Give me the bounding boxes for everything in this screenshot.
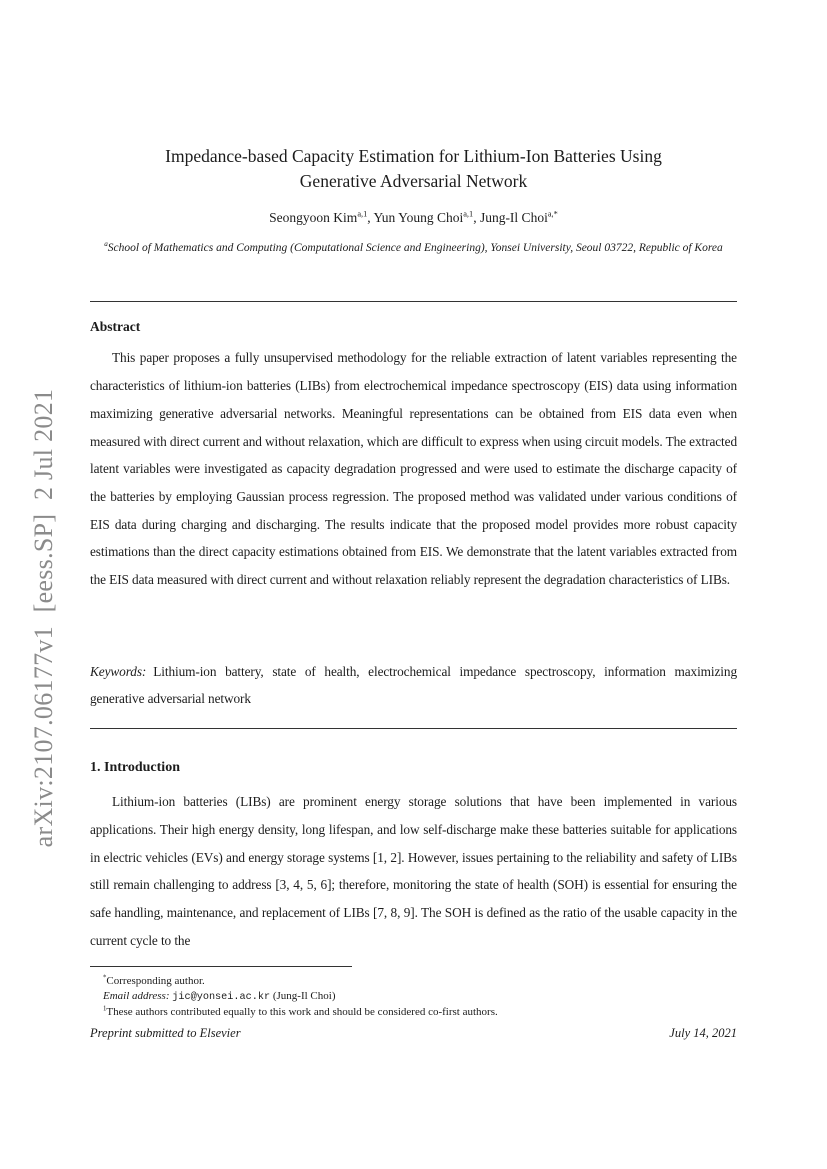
keywords-text: Lithium-ion battery, state of health, electrochemical impedance spectroscopy, information maximizing generative adversarial network [90, 663, 737, 707]
footnotes-block [90, 966, 737, 1020]
author-superscript: a,* [547, 209, 558, 219]
footnote-equal-text: These authors contributed equally to this work and should be considered co-first authors. [106, 1006, 498, 1018]
footnote-rule [90, 966, 352, 967]
author-superscript: a,1 [463, 209, 474, 219]
paper-content [90, 0, 737, 968]
author-line [90, 210, 737, 226]
author-superscript: a,1 [357, 209, 368, 219]
paper-title-line-2: Generative Adversarial Network [299, 171, 528, 191]
footnote-email [90, 989, 737, 1006]
abstract-heading: Abstract [90, 319, 141, 335]
introduction-text: Lithium-ion batteries (LIBs) are prominent energy storage solutions that have been implemented in various applications. Their high energy density, long lifespan, and low self-discharge make these batteries suitable for applications in electric vehicles (EVs) and energy storage systems [1, 2]. However, issues pertaining to the reliability and safety of LIBs still remain challenging to address [3, 4, 5, 6]; therefore, monitoring the state of health (SOH) is essential for ensuring the safe handling, maintenance, and replacement of LIBs [7, 8, 9]. The SOH is defined as the ratio of the usable capacity in the current cycle to the [90, 794, 737, 948]
email-address: jic@yonsei.ac.kr [172, 991, 271, 1003]
author-name: Seongyoon Kim [269, 210, 358, 225]
author-name: Jung-Il Choi [479, 210, 548, 225]
paper-title [90, 144, 737, 194]
author-separator: , [367, 210, 374, 225]
footnote-equal-contribution [90, 1005, 737, 1020]
abstract-rule-bottom [90, 728, 737, 729]
footnote-marker-one: 1 [103, 1005, 107, 1013]
author-name: Yun Young Choi [373, 210, 464, 225]
email-label: Email address: [103, 989, 170, 1002]
affiliation [90, 240, 737, 256]
page-footer [90, 1026, 737, 1041]
footnote-corresponding-author [90, 974, 737, 989]
affiliation-text: School of Mathematics and Computing (Computational Science and Engineering), Yonsei University, Seoul 03722, Republic of Korea [107, 242, 723, 254]
footnote-marker-asterisk: * [103, 974, 107, 982]
section-heading-introduction: 1. Introduction [90, 760, 180, 776]
arxiv-watermark: arXiv:2107.06177v1 [eess.SP] 2 Jul 2021 [29, 388, 58, 848]
footer-preprint-note: Preprint submitted to Elsevier [90, 1026, 241, 1040]
abstract-rule-top [90, 301, 737, 302]
email-suffix: (Jung-Il Choi) [272, 989, 336, 1002]
abstract-text: This paper proposes a fully unsupervised methodology for the reliable extraction of latent variables representing the characteristics of lithium-ion batteries (LIBs) from electrochemical impedance spectroscopy (EIS) data using information maximizing generative adversarial networks. Meaningful representations can be obtained from EIS data even when measured with direct current and without relaxation, which are difficult to express when using circuit models. The extracted latent variables were investigated as capacity degradation progressed and were used to estimate the discharge capacity of the batteries by employing Gaussian process regression. The proposed method was validated under various conditions of EIS data during charging and discharging. The results indicate that the proposed model provides more robust capacity estimations than the direct capacity estimations obtained from EIS. We demonstrate that the latent variables extracted from the EIS data measured with direct current and without relaxation reliably represent the degradation characteristics of LIBs. [90, 350, 737, 588]
keywords-label: Keywords: [90, 663, 147, 679]
paper-title-line-1: Impedance-based Capacity Estimation for Lithium-Ion Batteries Using [165, 146, 662, 166]
affiliation-superscript: a [104, 240, 108, 249]
footnote-corresponding-text: Corresponding author. [106, 975, 205, 987]
keywords-line [90, 658, 737, 715]
author-separator: , [473, 210, 480, 225]
footer-date: July 14, 2021 [669, 1026, 737, 1040]
